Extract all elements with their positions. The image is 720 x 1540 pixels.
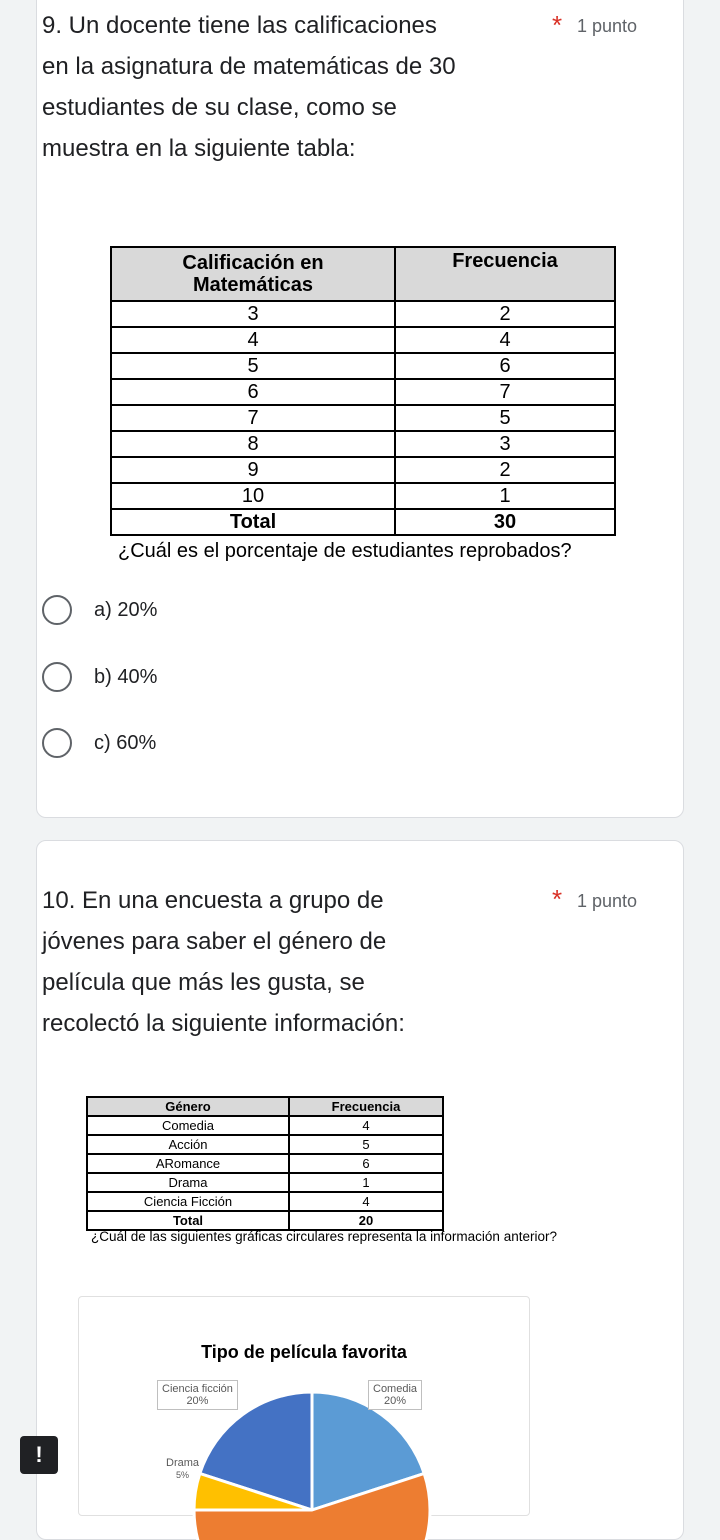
table-row: 10 1 [111,483,615,509]
table-row: 9 2 [111,457,615,483]
option-a[interactable]: a) 20% [42,588,157,632]
table-row: Comedia 4 [87,1116,443,1135]
required-asterisk: * [552,884,562,915]
table-row: Ciencia Ficción 4 [87,1192,443,1211]
table-row: Drama 1 [87,1173,443,1192]
chart-title: Tipo de película favorita [78,1342,530,1363]
question-10-points: 1 punto [577,891,637,912]
alert-icon[interactable]: ! [20,1436,58,1474]
table-total-row: Total 20 [87,1211,443,1230]
header-genre: Género [87,1097,289,1116]
question-9-points: 1 punto [577,16,637,37]
table-row: 6 7 [111,379,615,405]
table-row: 4 4 [111,327,615,353]
required-asterisk: * [552,10,562,41]
table-row: ARomance 6 [87,1154,443,1173]
table-row: 5 6 [111,353,615,379]
table-row: Acción 5 [87,1135,443,1154]
table-row: 3 2 [111,301,615,327]
header-grade: Calificación en Matemáticas [111,247,395,301]
pie-label-drama: Drama 5% [166,1457,199,1481]
header-frequency: Frecuencia [289,1097,443,1116]
question-10-prompt: ¿Cuál de las siguientes gráficas circulares representa la información anterior? [91,1229,557,1244]
question-9-prompt: ¿Cuál es el porcentaje de estudiantes reprobados? [118,540,572,563]
table-total-row: Total 30 [111,509,615,535]
pie-label-ciencia-ficcion: Ciencia ficción 20% [157,1380,238,1410]
table-row: 7 5 [111,405,615,431]
header-frequency: Frecuencia [395,247,615,301]
option-c[interactable]: c) 60% [42,721,156,765]
pie-label-comedia: Comedia 20% [368,1380,422,1410]
table-row: 8 3 [111,431,615,457]
option-b[interactable]: b) 40% [42,655,157,699]
